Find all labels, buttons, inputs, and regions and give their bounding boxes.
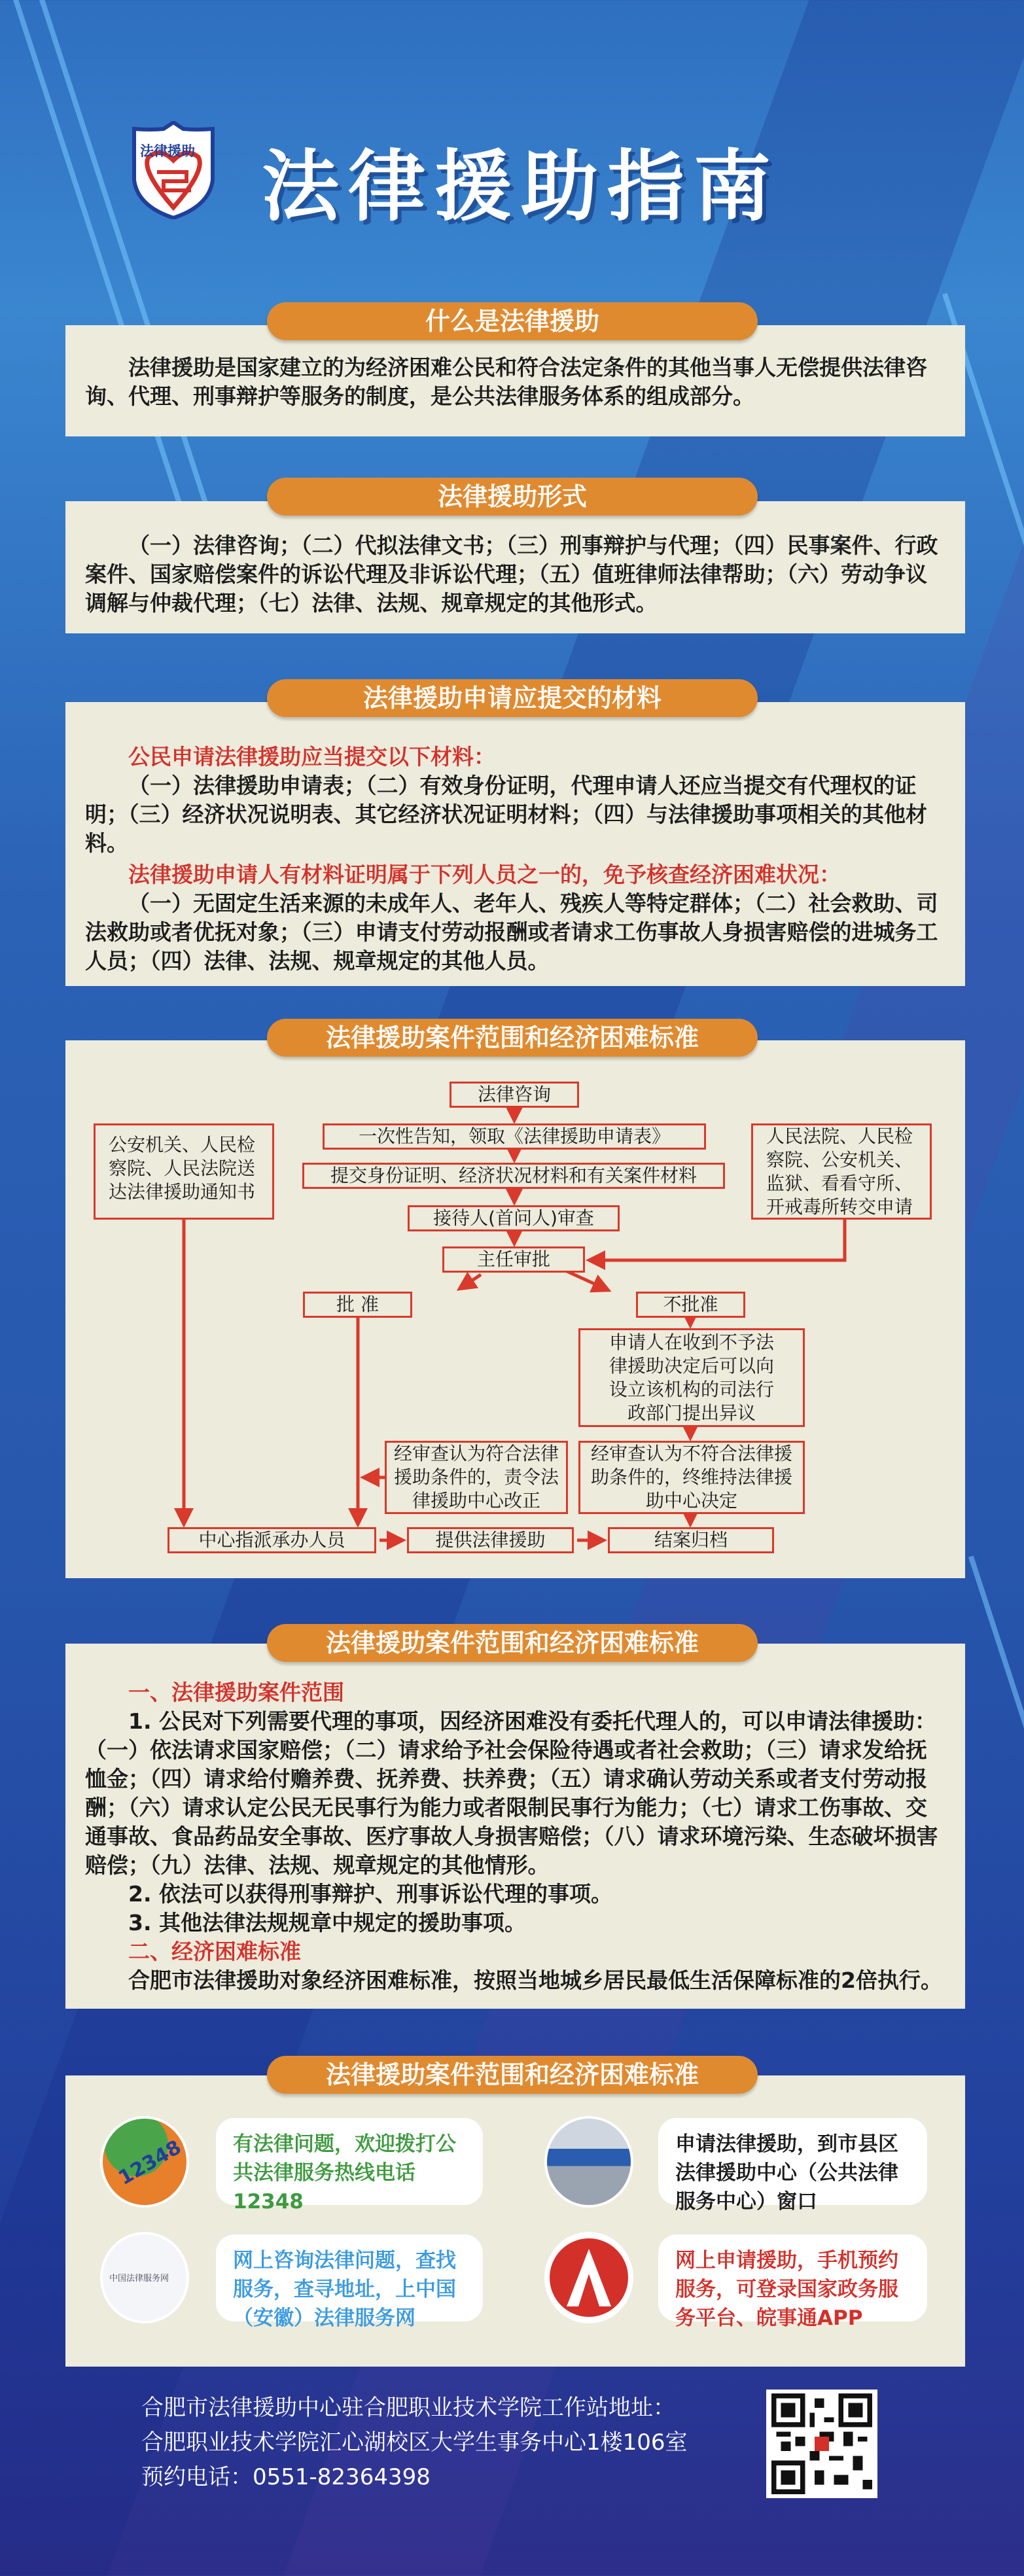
exemption-list: （一）无固定生活来源的未成年人、老年人、残疾人等特定群体；（二）社会救助、司法救助或者优抚对象；（三）申请支付劳动报酬或者请求工伤事故人身损害赔偿的进城务工人员；（四）法律、法规、规章规定的其他人员。 — [85, 891, 938, 974]
footer-phone: 预约电话：0551-82364398 — [141, 2464, 431, 2490]
flow-step-objection: 申请人在收到不予法律援助决定后可以向设立该机构的司法行政部门提出异议 — [578, 1328, 805, 1427]
scope-item-1: 1. 公民对下列需要代理的事项，因经济困难没有委托代理人的，可以申请法律援助：（一）依法请求国家赔偿；（二）请求给予社会保险待遇或者社会救助；（三）请求发给抚恤金；（四）请求给付赡养费、抚养费、扶养费；（五）请求确认劳动关系或者支付劳动报酬；（六）请求认定公民无民事行为能力或者限制民事行为能力；（七）请求工伤事故、交通事故、食品药品安全事故、医疗事故人身损害赔偿；（八）请求环境污染、生态破坏损害赔偿；（九）法律、法规、规章规定的其他情形。 — [85, 1708, 938, 1878]
channel-card-hotline — [216, 2118, 483, 2214]
flow-left-source: 公安机关、人民检察院、人民法院送达法律援助通知书 — [94, 1123, 274, 1220]
hotline-12348-icon — [103, 2119, 186, 2205]
online-apply-text: 网上申请援助，手机预约服务，可登录国家政务服务平台、皖事通APP — [675, 2249, 898, 2330]
hotline-text: 有法律问题，欢迎拨打公共法律服务热线电话12348 — [233, 2132, 456, 2214]
materials-subheading: 公民申请法律援助应当提交以下材料： — [128, 744, 495, 769]
flow-step-reject: 不批准 — [636, 1292, 745, 1318]
flow-step-director: 主任审批 — [442, 1246, 585, 1273]
section-heading-forms: 法律援助形式 — [267, 478, 758, 516]
channel-card-online-apply — [658, 2234, 927, 2330]
channel-card-office — [658, 2118, 927, 2214]
hotline-icon-number: 12348 — [115, 2136, 186, 2190]
section-heading-channels: 法律援助案件范围和经济困难标准 — [267, 2056, 758, 2094]
section-heading-what-is: 什么是法律援助 — [267, 302, 758, 340]
scope-item-2: 2. 依法可以获得刑事辩护、刑事诉讼代理的事项。 — [128, 1881, 612, 1907]
scope-text — [85, 1678, 945, 1995]
flow-step-submit: 提交身份证明、经济状况材料和有关案件材料 — [302, 1163, 725, 1189]
flow-step-approve: 批 准 — [303, 1292, 412, 1318]
office-text: 申请法律援助，到市县区法律援助中心（公共法律服务中心）窗口 — [675, 2132, 898, 2214]
standard-text: 合肥市法律援助对象经济困难标准，按照当地城乡居民最低生活保障标准的2倍执行。 — [128, 1967, 942, 1993]
flow-step-assign: 中心指派承办人员 — [168, 1527, 376, 1553]
flow-step-consult: 法律咨询 — [450, 1082, 579, 1108]
section-heading-flowchart: 法律援助案件范围和经济困难标准 — [267, 1019, 758, 1057]
page-title: 法律援助指南 — [262, 141, 781, 232]
materials-list: （一）法律援助申请表；（二）有效身份证明，代理申请人还应当提交有代理权的证明；（三）经济状况说明表、其它经济状况证明材料；（四）与法律援助事项相关的其他材料。 — [85, 773, 927, 856]
qr-code[interactable] — [766, 2390, 877, 2498]
section-heading-materials: 法律援助申请应提交的材料 — [267, 679, 758, 717]
forms-paragraph: （一）法律咨询；（二）代拟法律文书；（三）刑事辩护与代理；（四）民事案件、行政案件、国家赔偿案件的诉讼代理及非诉讼代理；（五）值班律师法律帮助；（六）劳动争议调解与仲裁代理；（七）法律、法规、规章规定的其他形式。 — [85, 533, 938, 616]
flow-right-source: 人民法院、人民检察院、公安机关、监狱、看看守所、开戒毒所转交申请 — [751, 1123, 932, 1220]
flow-step-maintain: 经审查认为不符合法律援助条件的，终维持法律援助中心决定 — [578, 1441, 805, 1514]
flow-step-provide: 提供法律援助 — [407, 1527, 574, 1553]
scope-subheading: 一、法律援助案件范围 — [128, 1680, 344, 1705]
scope-item-3: 3. 其他法律法规规章中规定的援助事项。 — [128, 1910, 526, 1935]
footer-address-label: 合肥市法律援助中心驻合肥职业技术学院工作站地址： — [141, 2395, 675, 2421]
logo-text: 法律援助 — [140, 143, 195, 159]
standard-subheading: 二、经济困难标准 — [128, 1939, 301, 1964]
flow-step-notify: 一次性告知，领取《法律援助申请表》 — [323, 1123, 706, 1150]
flow-step-close: 结案归档 — [608, 1527, 774, 1553]
service-hall-photo-icon — [547, 2119, 631, 2205]
channel-card-online-consult — [216, 2234, 483, 2330]
legal-net-icon-label: 中国法律服务网 — [109, 2274, 169, 2284]
exemption-subheading: 法律援助申请人有材料证明属于下列人员之一的，免予核查经济困难状况： — [128, 862, 841, 887]
online-consult-text: 网上咨询法律问题，查找服务，查寻地址，上中国（安徽）法律服务网 — [233, 2249, 456, 2330]
section-heading-scope: 法律援助案件范围和经济困难标准 — [267, 1624, 758, 1662]
flow-step-correct: 经审查认为符合法律援助条件的，责令法律援助中心改正 — [385, 1441, 568, 1514]
footer-address: 合肥职业技术学院汇心湖校区大学生事务中心1楼106室 — [141, 2429, 688, 2456]
china-legal-service-net-icon — [103, 2234, 186, 2321]
what-is-paragraph: 法律援助是国家建立的为经济困难公民和符合法定条件的其他当事人无偿提供法律咨询、代理、刑事辩护等服务的制度，是公共法律服务体系的组成部分。 — [85, 355, 927, 409]
wanshitong-app-icon — [547, 2234, 631, 2321]
flow-step-review: 接待人(首问人)审查 — [408, 1205, 620, 1231]
